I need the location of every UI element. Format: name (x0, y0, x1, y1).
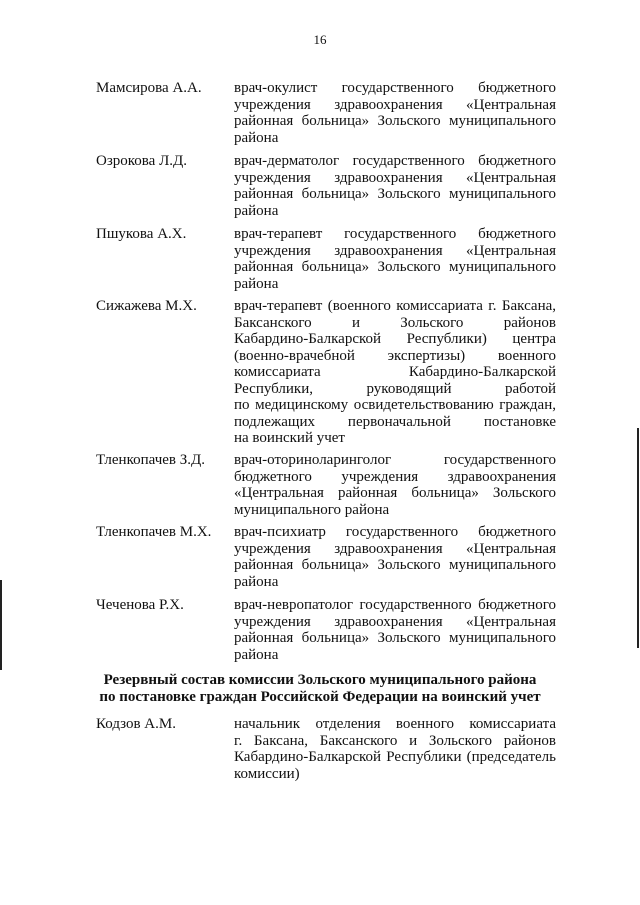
description-line: района (234, 573, 279, 590)
description-line: района (234, 129, 279, 146)
description-line: врач-дерматолог государственного бюджетного (234, 153, 556, 169)
member-description (234, 226, 556, 292)
description-line: района (234, 275, 279, 292)
member-description (234, 524, 556, 590)
member-name: Кодзов А.М. (96, 716, 176, 732)
description-line: врач-оториноларинголог государственного (234, 452, 556, 468)
description-line: «Центральная районная больница» Зольского (234, 485, 556, 501)
description-line: муниципального района (234, 501, 390, 518)
description-line: учреждения здравоохранения «Центральная (234, 242, 556, 259)
description-line: Кабардино-Балкарской Республики (председатель (234, 749, 556, 765)
description-line: районная больница» Зольского муниципального (234, 113, 556, 129)
description-line: Баксанского и Зольского районов (234, 314, 556, 331)
description-line: (военно-врачебной экспертизы) военного (234, 347, 556, 364)
description-line: районная больница» Зольского муниципального (234, 630, 556, 646)
description-line: по медицинскому освидетельствованию граждан, (234, 397, 556, 413)
member-description (234, 298, 556, 447)
member-name: Тленкопачев М.Х. (96, 524, 212, 540)
description-line: на воинский учет (234, 430, 345, 446)
description-line: районная больница» Зольского муниципального (234, 259, 556, 275)
description-line: учреждения здравоохранения «Центральная (234, 169, 556, 186)
description-line: врач-невропатолог государственного бюджетного (234, 597, 556, 613)
heading-line: Резервный состав комиссии Зольского муниципального района (103, 672, 537, 688)
description-line: Кабардино-Балкарской Республики) центра (234, 331, 556, 347)
description-line: бюджетного учреждения здравоохранения (234, 468, 556, 485)
description-line: Республики, руководящий работой (234, 380, 556, 397)
description-line: района (234, 646, 279, 663)
description-line: районная больница» Зольского муниципального (234, 186, 556, 202)
description-line: врач-терапевт (военного комиссариата г. Баксана, (234, 298, 556, 314)
description-line: комиссии) (234, 765, 300, 782)
heading-line: по постановке граждан Российской Федерации на воинский учет (99, 689, 541, 705)
member-name: Пшукова А.Х. (96, 226, 187, 242)
member-description (234, 452, 556, 518)
member-name: Сижажева М.Х. (96, 298, 197, 314)
scan-edge-mark (637, 428, 639, 648)
member-name: Мамсирова А.А. (96, 80, 202, 96)
description-line: врач-психиатр государственного бюджетного (234, 524, 556, 540)
member-description (234, 153, 556, 219)
description-line: врач-окулист государственного бюджетного (234, 80, 556, 96)
description-line: врач-терапевт государственного бюджетного (234, 226, 556, 242)
description-line: начальник отделения военного комиссариата (234, 716, 556, 732)
member-name: Озрокова Л.Д. (96, 153, 187, 169)
description-line: района (234, 202, 279, 219)
page-number: 16 (313, 32, 327, 47)
reserve-section-heading (0, 672, 640, 706)
description-line: учреждения здравоохранения «Центральная (234, 96, 556, 113)
member-description (234, 716, 556, 782)
description-line: районная больница» Зольского муниципального (234, 557, 556, 573)
member-description (234, 597, 556, 663)
member-name: Тленкопачев З.Д. (96, 452, 205, 468)
description-line: г. Баксана, Баксанского и Зольского районов (234, 732, 556, 749)
member-description (234, 80, 556, 146)
member-name: Чеченова Р.Х. (96, 597, 184, 613)
description-line: подлежащих первоначальной постановке (234, 413, 556, 430)
description-line: учреждения здравоохранения «Центральная (234, 613, 556, 630)
description-line: учреждения здравоохранения «Центральная (234, 540, 556, 557)
description-line: комиссариата Кабардино-Балкарской (234, 364, 556, 380)
scan-edge-mark (0, 580, 2, 670)
